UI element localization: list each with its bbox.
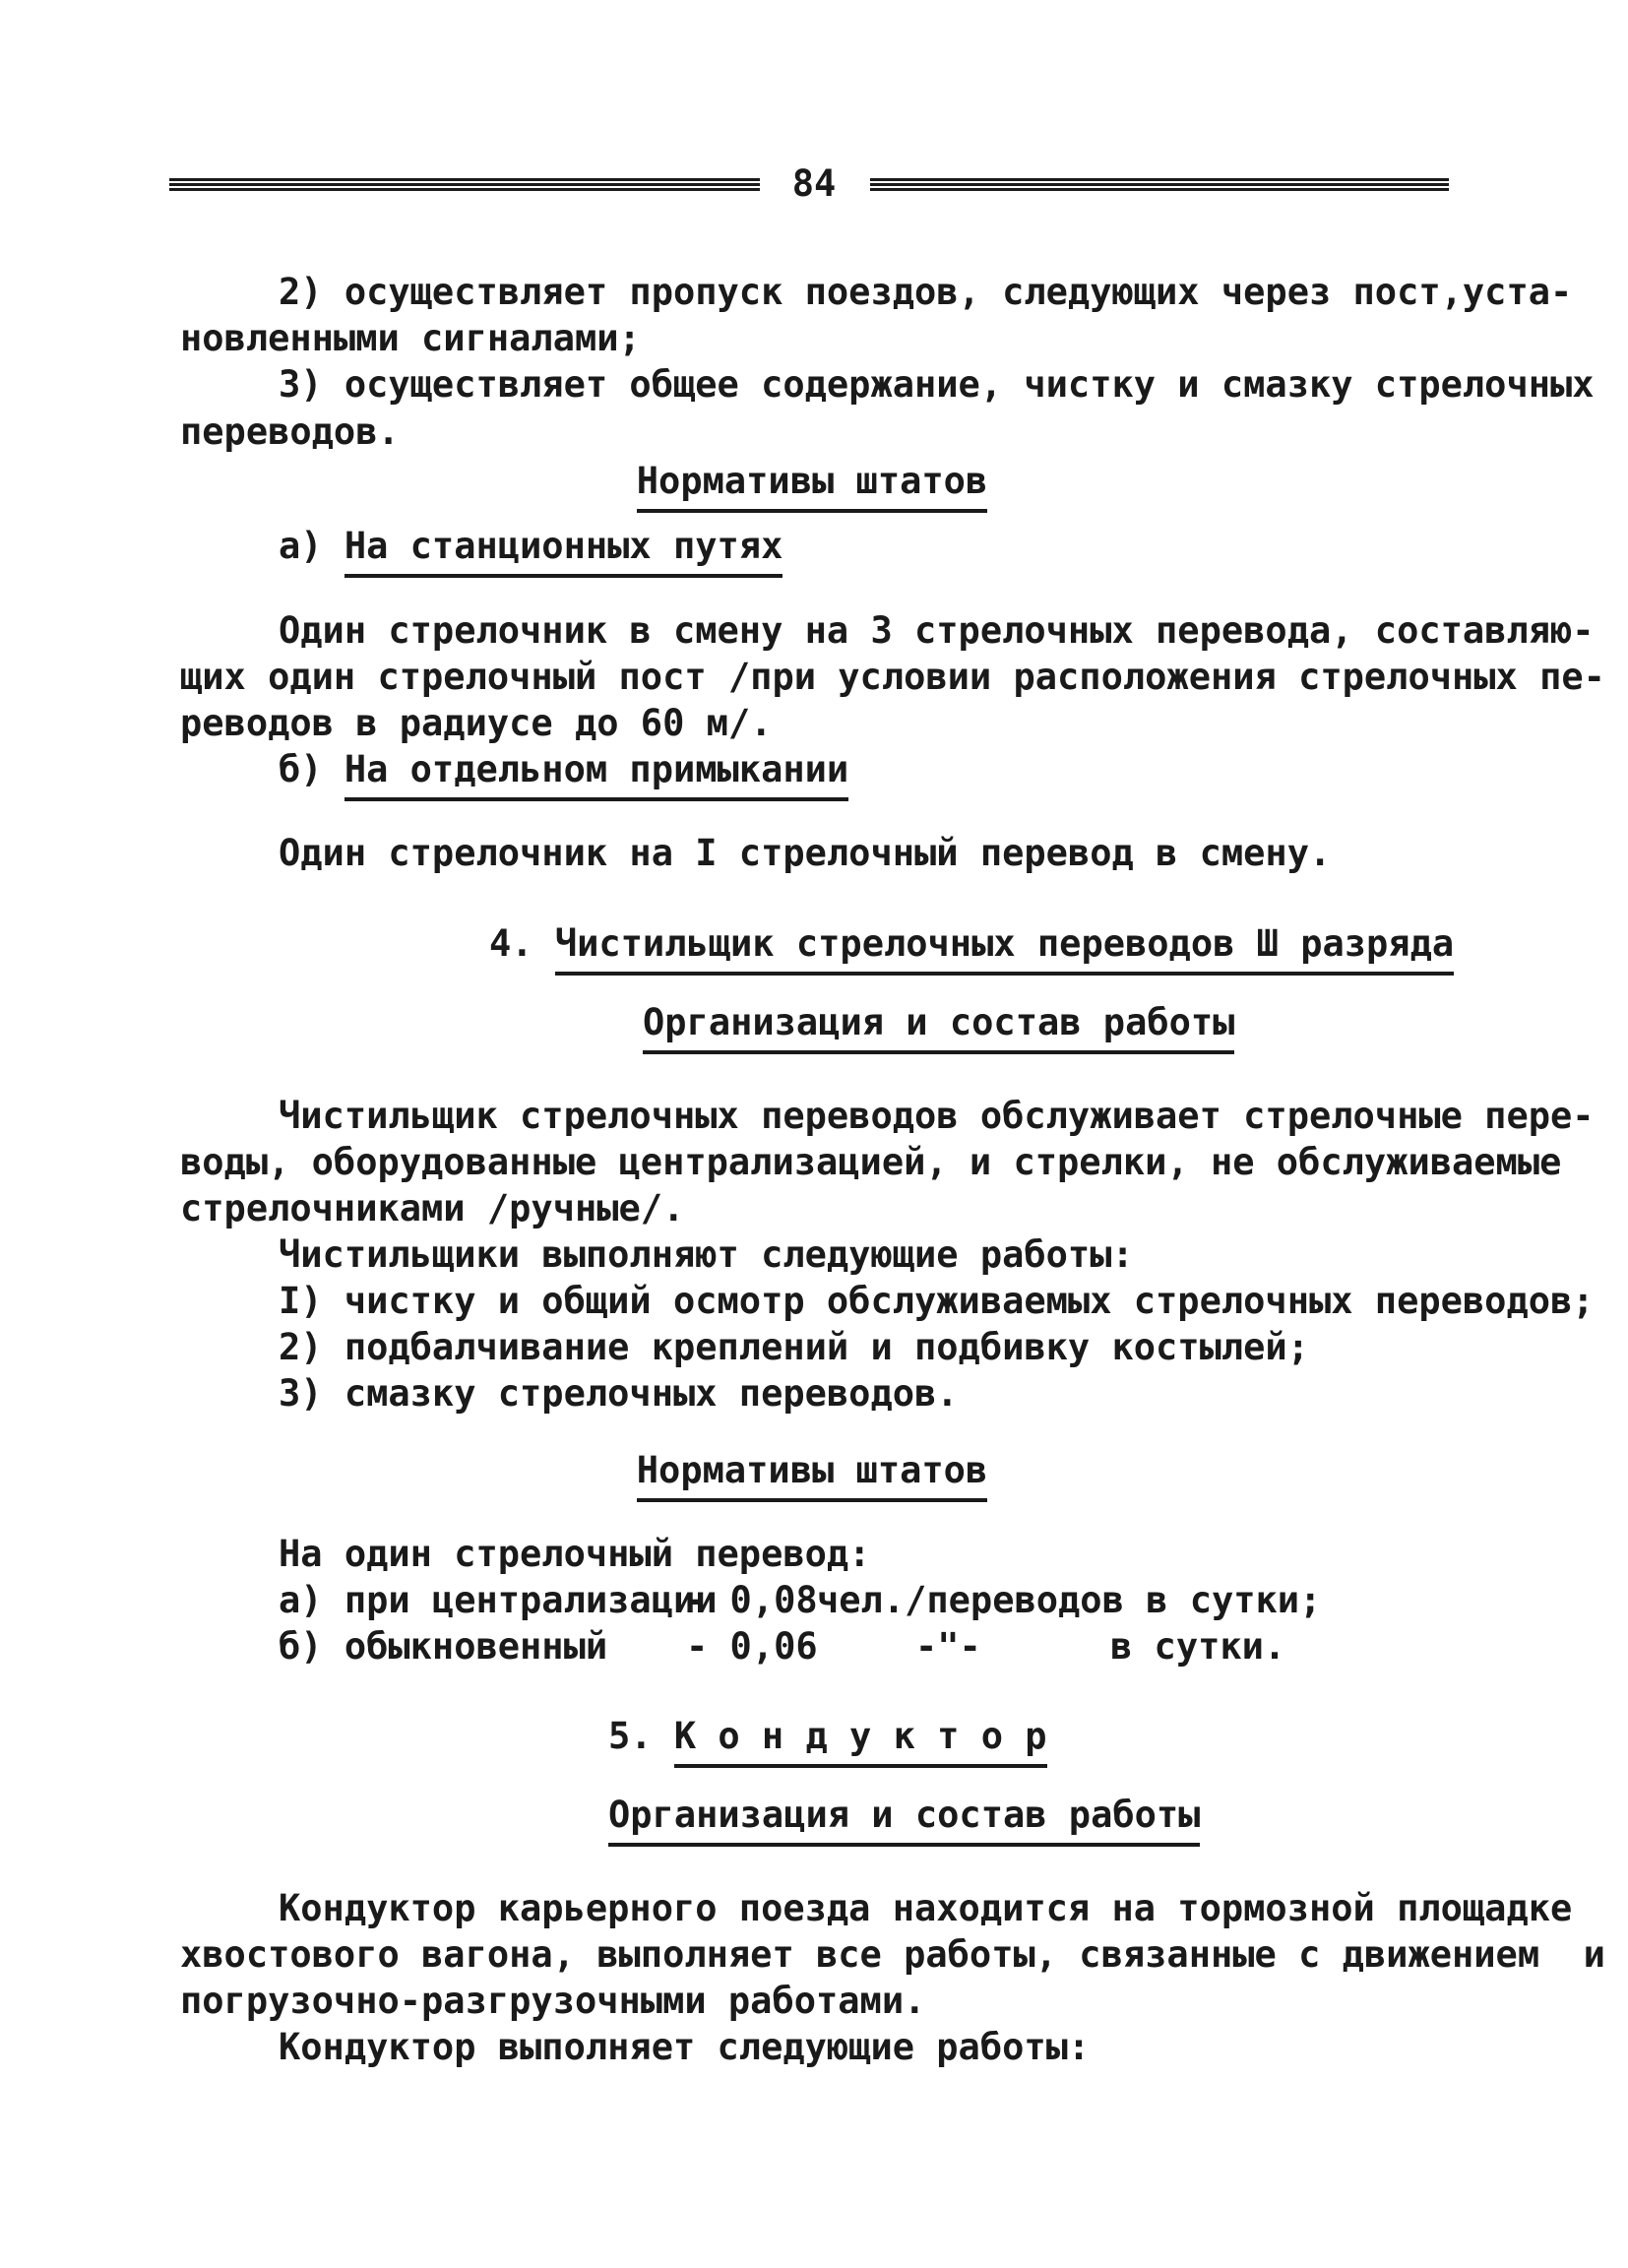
paragraph-line: Один стрелочник на I стрелочный перевод в смену. xyxy=(279,832,1332,874)
page-number: 84 xyxy=(791,162,837,205)
paragraph-line: воды, оборудованные централизацией, и стрелки, не обслуживаемые xyxy=(180,1141,1562,1183)
header-rule-right xyxy=(870,178,1449,192)
section-5-heading: 5. К о н д у к т о р xyxy=(608,1718,1047,1768)
section-heading-staff-norms: Нормативы штатов xyxy=(180,463,1444,513)
section-heading-organization: Организация и состав работы xyxy=(643,1004,1234,1054)
header-rule-left xyxy=(169,178,760,192)
norm-row-label: б) обыкновенный xyxy=(279,1625,608,1668)
paragraph-line: погрузочно-разгрузочными работами. xyxy=(180,1980,926,2022)
section-heading-organization-2: Организация и состав работы xyxy=(608,1796,1200,1847)
paragraph-line: На один стрелочный перевод: xyxy=(279,1533,871,1575)
subheading-separate-junction: б) На отдельном примыкании xyxy=(279,751,848,801)
paragraph-line: Один стрелочник в смену на 3 стрелочных перевода, составляю- xyxy=(279,609,1595,652)
norm-row-value: - 0,08 xyxy=(686,1579,818,1621)
paragraph-line: Кондуктор карьерного поезда находится на тормозной площадке xyxy=(279,1887,1573,1929)
page-header xyxy=(169,162,1449,205)
list-item: 3) смазку стрелочных переводов. xyxy=(279,1372,959,1415)
paragraph-line: переводов. xyxy=(180,410,400,453)
paragraph-line: щих один стрелочный пост /при условии расположения стрелочных пе- xyxy=(180,656,1605,698)
section-4-heading: 4. Чистильщик стрелочных переводов Ш разряда xyxy=(489,925,1454,976)
norm-row-label: а) при централизации xyxy=(279,1579,718,1621)
list-item: 2) подбалчивание креплений и подбивку костылей; xyxy=(279,1326,1309,1368)
norm-row-unit: в сутки. xyxy=(1110,1625,1286,1668)
norm-row-ditto: -"- xyxy=(915,1625,981,1668)
paragraph-line: Чистильщики выполняют следующие работы: xyxy=(279,1233,1134,1276)
paragraph-line: Кондуктор выполняет следующие работы: xyxy=(279,2026,1091,2068)
section-heading-staff-norms-2: Нормативы штатов xyxy=(180,1452,1444,1502)
paragraph-line: реводов в радиусе до 60 м/. xyxy=(180,702,773,744)
paragraph-line: Чистильщик стрелочных переводов обслуживает стрелочные пере- xyxy=(279,1095,1595,1137)
paragraph-line: новленными сигналами; xyxy=(180,317,641,359)
list-item: I) чистку и общий осмотр обслуживаемых стрелочных переводов; xyxy=(279,1280,1595,1322)
paragraph-line: хвостового вагона, выполняет все работы, связанные с движением и xyxy=(180,1933,1605,1976)
subheading-station-tracks: а) На станционных путях xyxy=(279,528,783,578)
paragraph-line: 2) осуществляет пропуск поездов, следующих через пост,уста- xyxy=(279,271,1573,313)
norm-row-unit: чел./переводов в сутки; xyxy=(817,1579,1322,1621)
paragraph-line: стрелочниками /ручные/. xyxy=(180,1187,685,1229)
paragraph-line: 3) осуществляет общее содержание, чистку и смазку стрелочных xyxy=(279,363,1595,406)
norm-row-value: - 0,06 xyxy=(686,1625,818,1668)
